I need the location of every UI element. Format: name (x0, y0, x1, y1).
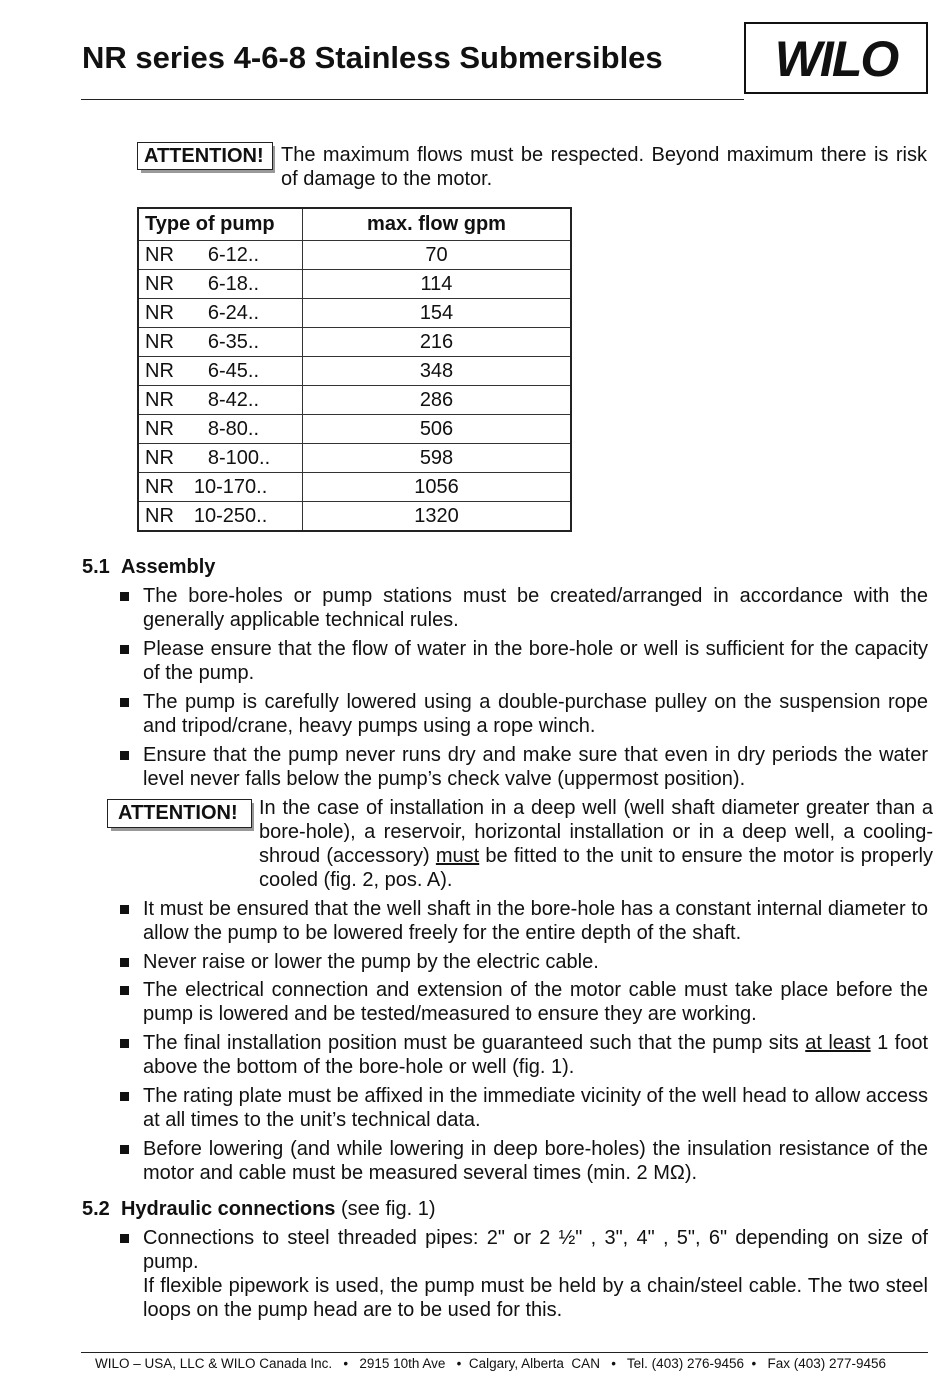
max-flow-cell: 114 (303, 270, 572, 299)
pump-type-cell (138, 502, 303, 532)
section-number: 5.1 (82, 556, 110, 578)
column-header-flow: max. flow gpm (303, 208, 572, 241)
bullet-icon (120, 645, 129, 654)
attention-flow-text: The maximum flows must be respected. Beyond maximum there is risk of damage to the motor. (281, 144, 927, 190)
bullet-icon (120, 1039, 129, 1048)
bullet-icon (120, 958, 129, 967)
list-item-text: Please ensure that the flow of water in the bore-hole or well is sufficient for the capacity of the pump. (143, 638, 928, 684)
footer-divider (81, 1352, 928, 1353)
pump-series: NR (145, 301, 174, 324)
pump-model: 10-170.. (193, 475, 268, 498)
pump-series: NR (145, 504, 174, 527)
list-item-text: The rating plate must be affixed in the immediate vicinity of the well head to allow access at all times to the unit’s technical data. (143, 1085, 928, 1131)
list-item-text: The electrical connection and extension of the motor cable must take place before the pump is lowered and be tested/measured to ensure they are working. (143, 979, 928, 1025)
pump-series: NR (145, 330, 174, 353)
list-item-text-part: 1 foot above the bottom of the bore-hole or well (fig. 1). (143, 1032, 929, 1078)
section-heading-hydraulic (82, 1198, 435, 1221)
footer-contact: WILO – USA, LLC & WILO Canada Inc. • 2915 10th Ave • Calgary, Alberta CAN • Tel. (403) 276-9456 • Fax (403) 277-9456 (95, 1356, 887, 1371)
max-flow-cell: 154 (303, 299, 572, 328)
pump-type-cell (138, 357, 303, 386)
pump-series: NR (145, 359, 174, 382)
list-item-text: Ensure that the pump never runs dry and make sure that even in dry periods the water level never falls below the pump’s check valve (uppermost position). (143, 744, 928, 790)
list-item-text-part: The final installation position must be guaranteed such that the pump sits (143, 1032, 806, 1054)
max-flow-table (137, 207, 572, 532)
pump-type-cell (138, 299, 303, 328)
pump-series: NR (145, 272, 174, 295)
pump-series: NR (145, 243, 174, 266)
list-item-text (143, 1031, 928, 1079)
attention-text-part: be fitted to the unit to ensure the motor is properly cooled (fig. 2, pos. A). (259, 845, 933, 891)
pump-type-cell (138, 328, 303, 357)
table-row (138, 386, 571, 415)
list-item-text: Never raise or lower the pump by the electric cable. (143, 951, 599, 973)
pump-model: 6-18.. (207, 272, 260, 295)
bullet-icon (120, 698, 129, 707)
section-heading-assembly (82, 556, 215, 579)
list-item-text: The pump is carefully lowered using a double-purchase pulley on the suspension rope and tripod/crane, heavy pumps using a rope winch. (143, 691, 928, 737)
page-title: NR series 4-6-8 Stainless Submersibles (82, 40, 663, 75)
column-header-type: Type of pump (138, 208, 303, 241)
attention-cooling-text (259, 796, 933, 892)
max-flow-cell: 70 (303, 241, 572, 270)
pump-model: 6-24.. (207, 301, 260, 324)
max-flow-cell: 348 (303, 357, 572, 386)
bullet-icon (120, 1145, 129, 1154)
wilo-logo (744, 22, 928, 94)
pump-type-cell (138, 241, 303, 270)
pump-type-cell (138, 473, 303, 502)
list-item-text: It must be ensured that the well shaft in the bore-hole has a constant internal diameter to allow the pump to be lowered freely for the entire depth of the shaft. (143, 898, 928, 944)
pump-series: NR (145, 446, 174, 469)
table-row (138, 444, 571, 473)
table-row (138, 299, 571, 328)
table-header-row (138, 208, 571, 241)
pump-model: 8-80.. (207, 417, 260, 440)
pump-model: 10-250.. (193, 504, 268, 527)
table-row (138, 473, 571, 502)
pump-model: 8-42.. (207, 388, 260, 411)
max-flow-cell: 1056 (303, 473, 572, 502)
max-flow-cell: 598 (303, 444, 572, 473)
table-row (138, 502, 571, 532)
title-divider (81, 99, 744, 100)
section-title: Assembly (120, 556, 216, 578)
pump-type-cell (138, 386, 303, 415)
table-row (138, 357, 571, 386)
pump-model: 8-100.. (207, 446, 271, 469)
pump-type-cell (138, 270, 303, 299)
max-flow-cell: 506 (303, 415, 572, 444)
pump-model: 6-45.. (207, 359, 260, 382)
attention-badge: ATTENTION! (107, 799, 252, 828)
list-item-text (143, 1226, 928, 1322)
pump-series: NR (145, 475, 174, 498)
section-title: Hydraulic connections (120, 1198, 336, 1220)
wilo-logo-text: WILO (774, 31, 898, 87)
table-row (138, 241, 571, 270)
list-item-text: Before lowering (and while lowering in deep bore-holes) the insulation resistance of the motor and cable must be measured several times (min. 2 MΩ). (143, 1138, 928, 1184)
pump-series: NR (145, 388, 174, 411)
bullet-icon (120, 1234, 129, 1243)
section-number: 5.2 (82, 1198, 110, 1220)
bullet-icon (120, 905, 129, 914)
pump-type-cell (138, 415, 303, 444)
bullet-icon (120, 986, 129, 995)
pump-type-cell (138, 444, 303, 473)
bullet-icon (120, 1092, 129, 1101)
attention-emphasis: must (435, 845, 480, 867)
table-row (138, 270, 571, 299)
pump-model: 6-12.. (207, 243, 260, 266)
max-flow-cell: 1320 (303, 502, 572, 532)
attention-badge: ATTENTION! (137, 142, 273, 170)
list-item-text: The bore-holes or pump stations must be created/arranged in accordance with the generally applicable technical rules. (143, 585, 928, 631)
max-flow-cell: 286 (303, 386, 572, 415)
list-item-paragraph: Connections to steel threaded pipes: 2" or 2 ½" , 3", 4" , 5", 6" depending on size of pump. (143, 1227, 928, 1273)
table-row (138, 415, 571, 444)
list-item-paragraph: If flexible pipework is used, the pump must be held by a chain/steel cable. The two steel loops on the pump head are to be used for this. (143, 1275, 928, 1321)
list-item-emphasis: at least (805, 1032, 871, 1054)
pump-model: 6-35.. (207, 330, 260, 353)
attention-text-part: In the case of installation in a deep well (well shaft diameter greater than a bore-hole), a reservoir, horizontal installation or in a deep well, a cooling-shroud (accessory) (259, 797, 933, 867)
bullet-icon (120, 592, 129, 601)
wilo-logo-mark (746, 24, 926, 92)
bullet-icon (120, 751, 129, 760)
pump-series: NR (145, 417, 174, 440)
table-row (138, 328, 571, 357)
section-note: (see fig. 1) (341, 1198, 436, 1220)
max-flow-cell: 216 (303, 328, 572, 357)
